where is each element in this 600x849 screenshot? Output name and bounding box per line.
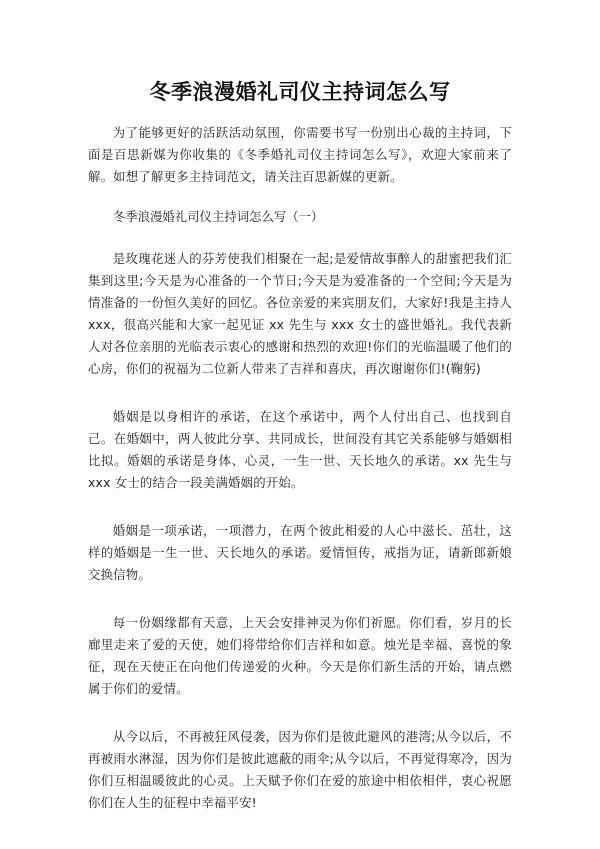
intro-paragraph: 为了能够更好的活跃活动氛围，你需要书写一份别出心裁的主持词，下面是百思新媒为你收集的《冬季婚礼司仪主持词怎么写》，欢迎大家前来了解。如想了解更多主持词范文，请关注百思新媒的更新。 [88, 125, 512, 184]
body-paragraph-3: 婚姻是一项承诺，一项潜力，在两个彼此相爱的人心中滋长、茁壮，这样的婚姻是一生一世、天长地久的承诺。爱情恒传，戒指为证，请新郎新娘交换信物。 [88, 523, 512, 582]
body-paragraph-2: 婚姻是以身相许的承诺，在这个承诺中，两个人付出自己、也找到自己。在婚姻中，两人彼此分享、共同成长，世间没有其它关系能够与婚姻相比拟。婚姻的承诺是身体、心灵，一生一世、天长地久的承诺。xx 先生与 xxx 女士的结合一段美满婚姻的开始。 [88, 409, 512, 490]
section-heading: 冬季浪漫婚礼司仪主持词怎么写（一） [112, 209, 324, 224]
body-paragraph-4: 每一份姻缘都有天意，上天会安排神灵为你们祈愿。你们看，岁月的长廊里走来了爱的天使，她们将带给你们吉祥和如意。烛光是幸福、喜悦的象征，现在天使正在向他们传递爱的火种。今天是你们新生活的开始，请点燃属于你们的爱情。 [88, 615, 512, 696]
body-paragraph-1: 是玫瑰花迷人的芬芳使我们相聚在一起;是爱情故事醉人的甜蜜把我们汇集到这里;今天是为心准备的一个节日;今天是为爱准备的一个空间;今天是为情准备的一份恒久美好的回忆。各位亲爱的来宾朋友们，大家好!我是主持人 xxx，很高兴能和大家一起见证 xx 先生与 xxx 女士的盛世婚礼。我代表新人对各位亲朋的光临表示衷心的感谢和热烈的欢迎!你们的光临温暖了他们的心房，你们的祝福为二位新人带来了吉祥和喜庆，再次谢谢你们!(鞠躬) [88, 251, 512, 376]
document-title: 冬季浪漫婚礼司仪主持词怎么写 [149, 80, 451, 104]
body-paragraph-5: 从今以后，不再被狂风侵袭，因为你们是彼此避风的港湾;从今以后，不再被雨水淋湿，因为你们是彼此遮蔽的雨伞;从今以后，不再觉得寒冷，因为你们互相温暖彼此的心灵。上天赋予你们在爱的旅途中相依相伴，衷心祝愿你们在人生的征程中幸福平安! [88, 729, 512, 810]
